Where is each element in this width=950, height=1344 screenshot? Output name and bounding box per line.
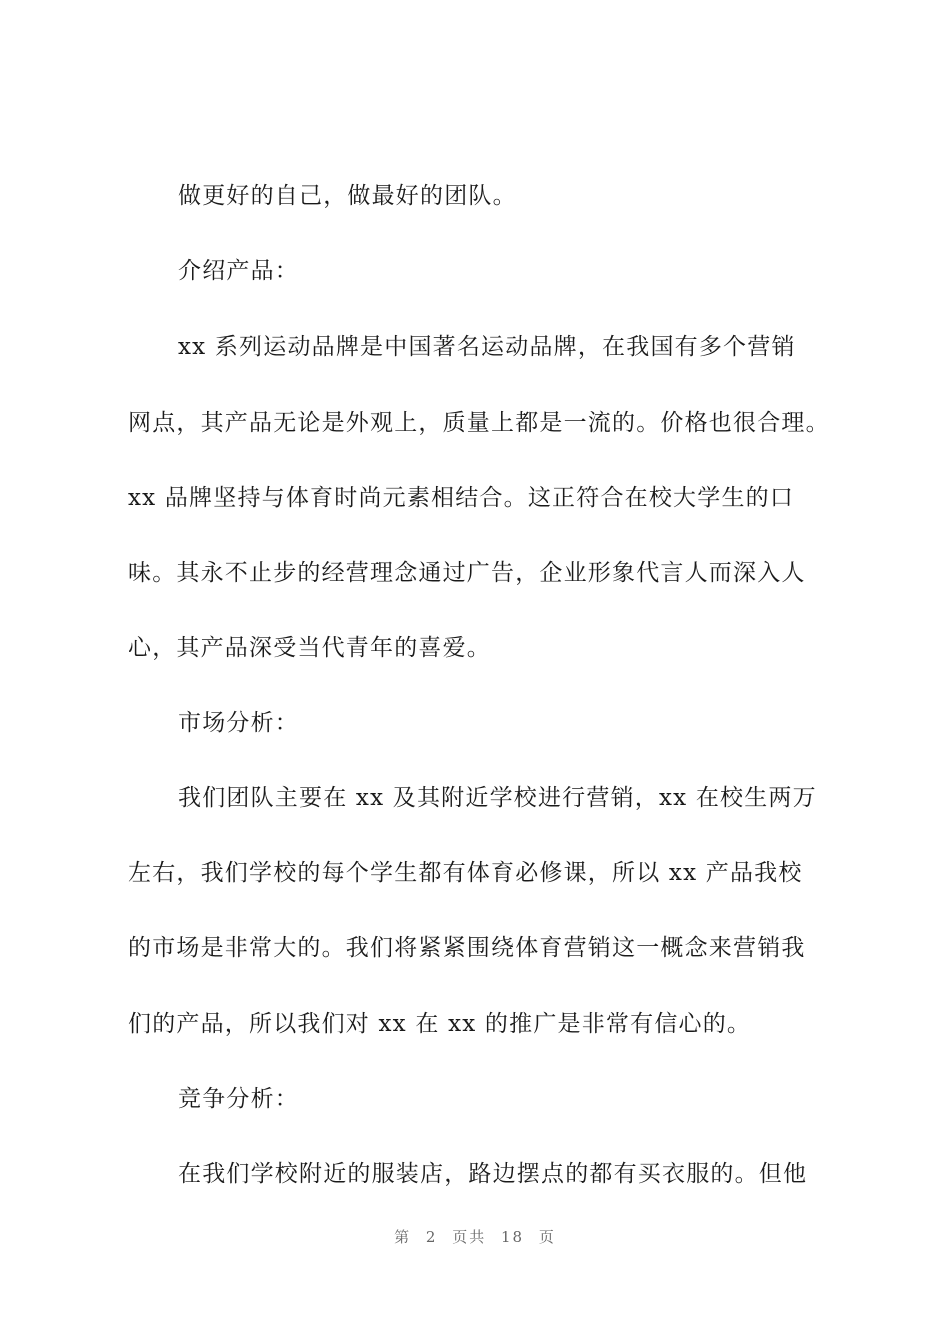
paragraph-line: 左右，我们学校的每个学生都有体育必修课，所以 xx 产品我校 (128, 860, 803, 886)
paragraph-line: 味。其永不止步的经营理念通过广告，企业形象代言人而深入人 (128, 560, 806, 586)
section-heading: 介绍产品： (178, 258, 299, 284)
paragraph-line: 的市场是非常大的。我们将紧紧围绕体育营销这一概念来营销我 (128, 935, 806, 961)
paragraph-line: 们的产品，所以我们对 xx 在 xx 的推广是非常有信心的。 (128, 1011, 752, 1037)
page-number: 第 2 页共 18 页 (394, 1228, 556, 1246)
paragraph-line: 做更好的自己，做最好的团队。 (178, 183, 517, 209)
paragraph-line: 心，其产品深受当代青年的喜爱。 (128, 635, 491, 661)
section-heading: 市场分析： (178, 710, 299, 736)
paragraph-line: xx 品牌坚持与体育时尚元素相结合。这正符合在校大学生的口 (128, 485, 795, 511)
paragraph-line: 我们团队主要在 xx 及其附近学校进行营销，xx 在校生两万 (178, 785, 817, 811)
paragraph-line: 网点，其产品无论是外观上，质量上都是一流的。价格也很合理。 (128, 410, 830, 436)
paragraph-line: 在我们学校附近的服装店，路边摆点的都有买衣服的。但他 (178, 1161, 808, 1187)
paragraph-line: xx 系列运动品牌是中国著名运动品牌，在我国有多个营销 (178, 334, 796, 360)
section-heading: 竞争分析： (178, 1086, 299, 1112)
